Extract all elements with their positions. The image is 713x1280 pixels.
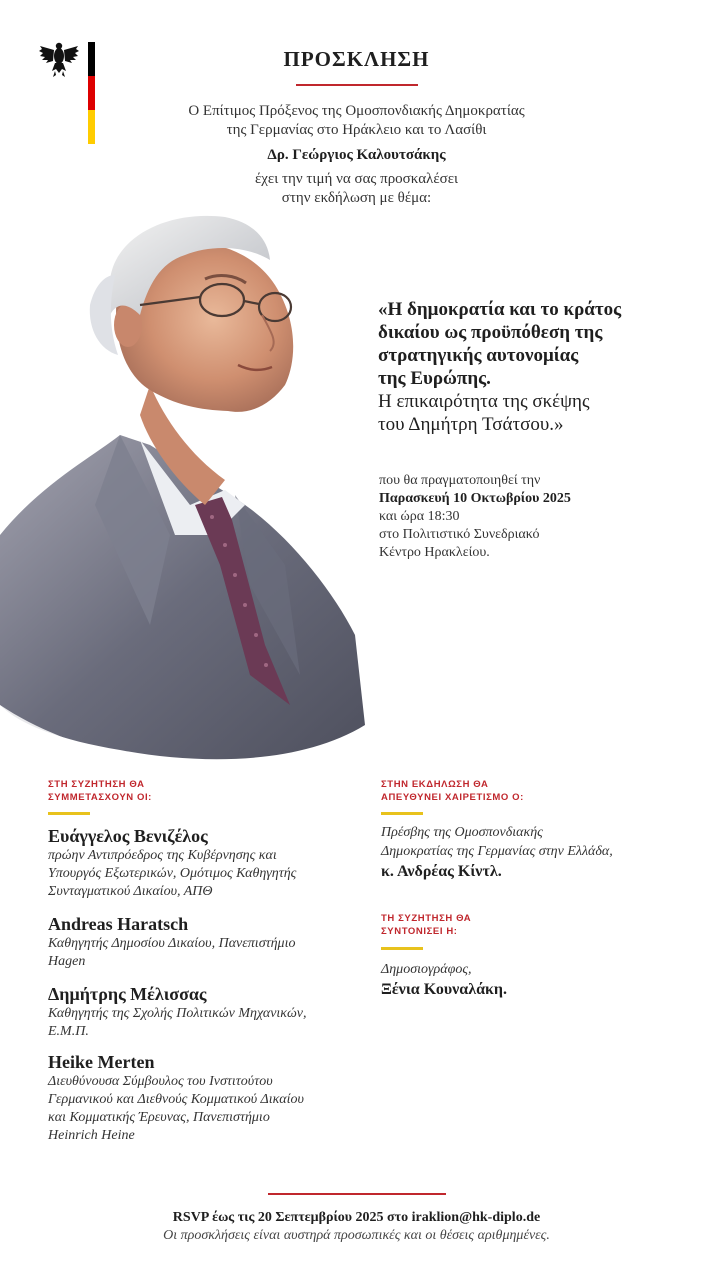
speaker-name: Andreas Haratsch [48, 914, 189, 934]
speaker-role: Καθηγητής Δημοσίου Δικαίου, Πανεπιστήμιο [48, 936, 296, 951]
speaker-role: Heinrich Heine [48, 1128, 135, 1143]
speaker-role: και Κομματικής Έρευνας, Πανεπιστήμιο [48, 1110, 270, 1125]
ambassador-name: κ. Ανδρέας Κίντλ. [381, 863, 502, 880]
greeting-block [381, 823, 701, 882]
moderator-role: Δημοσιογράφος, [381, 962, 472, 977]
footer-note: Οι προσκλήσεις είναι αυστηρά προσωπικές και οι θέσεις αριθμημένες. [163, 1228, 550, 1243]
speaker-role: Γερμανικού και Διεθνούς Κομματικού Δικαίου [48, 1092, 304, 1107]
label-line: ΤΗ ΣΥΖΗΤΗΣΗ ΘΑ [381, 913, 472, 924]
event-date: Παρασκευή 10 Οκτωβρίου 2025 [379, 491, 571, 506]
topic-line: στρατηγικής αυτονομίας [378, 345, 579, 366]
moderator-block [381, 960, 701, 1000]
ambassador-role: Πρέσβης της Ομοσπονδιακής [381, 825, 543, 840]
speaker-role: πρώην Αντιπρόεδρος της Κυβέρνησης και [48, 848, 277, 863]
moderator-label-underline [381, 947, 423, 950]
greeting-label [381, 778, 601, 804]
speaker-role: Hagen [48, 954, 86, 969]
speaker-item [48, 983, 378, 1041]
speaker-role: Καθηγητής της Σχολής Πολιτικών Μηχανικών, [48, 1006, 307, 1021]
speaker-role: Διευθύνουσα Σύμβουλος του Ινστιτούτου [48, 1074, 273, 1089]
topic-line: δικαίου ως προϋπόθεση της [378, 322, 603, 343]
topic-line: της Ευρώπης. [378, 368, 491, 389]
speaker-name: Heike Merten [48, 1052, 155, 1072]
topic-line: Η επικαιρότητα της σκέψης [378, 391, 590, 412]
topic-line: του Δημήτρη Τσάτσου.» [378, 414, 564, 435]
speaker-item [48, 825, 378, 901]
speaker-item [48, 1051, 378, 1145]
intro-line: Ο Επίτιμος Πρόξενος της Ομοσπονδιακής Δημοκρατίας [188, 103, 525, 119]
speaker-role: Συνταγματικού Δικαίου, ΑΠΘ [48, 884, 213, 899]
intro-line: στην εκδήλωση με θέμα: [281, 190, 432, 206]
venue-line: στο Πολιτιστικό Συνεδριακό [379, 527, 540, 542]
label-line: ΑΠΕΥΘΥΝΕΙ ΧΑΙΡΕΤΙΣΜΟ Ο: [381, 792, 524, 803]
label-line: ΣΥΝΤΟΝΙΣΕΙ Η: [381, 926, 458, 937]
page-title: ΠΡΟΣΚΛΗΣΗ [283, 47, 430, 71]
moderator-name: Ξένια Κουναλάκη. [381, 981, 507, 998]
label-line: ΣΤΗ ΣΥΖΗΤΗΣΗ ΘΑ [48, 779, 145, 790]
topic-line: «Η δημοκρατία και το κράτος [378, 299, 622, 320]
speaker-role: Υπουργός Εξωτερικών, Ομότιμος Καθηγητής [48, 866, 297, 881]
speaker-role: Ε.Μ.Π. [48, 1024, 89, 1039]
footer-divider [268, 1193, 446, 1195]
intro-line: έχει την τιμή να σας προσκαλέσει [254, 171, 459, 187]
event-details [379, 472, 699, 562]
venue-line: Κέντρο Ηρακλείου. [379, 545, 490, 560]
rsvp-text: RSVP έως τις 20 Σεπτεμβρίου 2025 στο iraklion@hk-diplo.de [172, 1210, 541, 1225]
title-divider [296, 84, 418, 86]
moderator-label [381, 912, 601, 938]
watercolor-portrait [0, 205, 372, 780]
event-time: και ώρα 18:30 [379, 509, 460, 524]
event-topic [378, 298, 698, 436]
intro-line: της Γερμανίας στο Ηράκλειο και το Λασίθι [226, 122, 487, 138]
speaker-item [48, 913, 378, 971]
details-line: που θα πραγματοποιηθεί την [379, 473, 541, 488]
speaker-name: Δημήτρης Μέλισσας [48, 984, 207, 1004]
invite-text [0, 170, 713, 208]
panel-label-underline [48, 812, 90, 815]
label-line: ΣΤΗΝ ΕΚΔΗΛΩΣΗ ΘΑ [381, 779, 489, 790]
speaker-name: Ευάγγελος Βενιζέλος [48, 826, 208, 846]
panel-label [48, 778, 268, 804]
greeting-label-underline [381, 812, 423, 815]
intro-text [0, 102, 713, 140]
ambassador-role: Δημοκρατίας της Γερμανίας στην Ελλάδα, [381, 844, 613, 859]
label-line: ΣΥΜΜΕΤΑΣΧΟΥΝ ΟΙ: [48, 792, 152, 803]
host-name: Δρ. Γεώργιος Καλουτσάκης [267, 147, 446, 163]
